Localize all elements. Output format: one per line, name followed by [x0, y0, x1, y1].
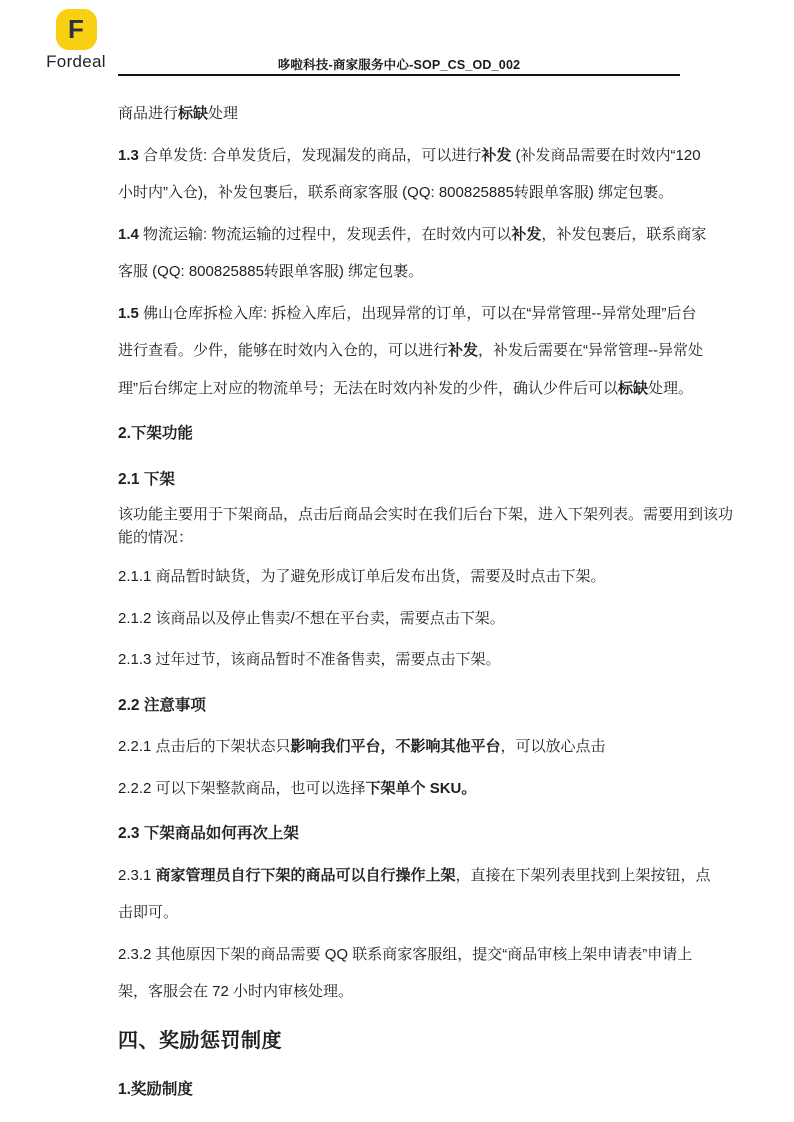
text-segment: 2.2.1 点击后的下架状态只: [118, 738, 291, 755]
bold-text-segment: 补发: [511, 225, 542, 243]
bold-text-segment: 影响我们平台，不影响其他平台: [290, 738, 501, 755]
section-heading: [118, 461, 766, 499]
section-heading: [118, 415, 766, 453]
text-line: [118, 370, 766, 408]
text-segment: 2.1.3 过年过节，该商品暂时不准备售卖，需要点击下架。: [118, 651, 501, 668]
bold-text-segment: 下架单个 SKU。: [365, 779, 477, 797]
text-segment: 能的情况：: [118, 529, 194, 546]
text-line: [118, 894, 766, 932]
text-segment: 进行查看。少件，能够在时效内入仓的，可以进行: [118, 342, 449, 359]
text-segment: ，直接在下架列表里找到上架按钮，点: [455, 866, 711, 884]
text-segment: 架，客服会在 72 小时内审核处理。: [118, 983, 354, 1000]
fordeal-logo: [42, 9, 110, 72]
text-line: [118, 857, 766, 895]
text-line: [118, 461, 766, 499]
text-segment: 该功能主要用于下架商品，点击后商品会实时在我们后台下架，进入下架列表。需要用到该功: [118, 506, 734, 523]
text-segment: 2.1.1 商品暂时缺货，为了避免形成订单后发布出货，需要及时点击下架。: [118, 568, 606, 585]
paragraph: [118, 558, 766, 596]
text-line: [118, 973, 766, 1011]
text-segment: (补发商品需要在时效内“120: [511, 146, 701, 164]
text-segment: 客服 (QQ: 800825885转跟单客服) 绑定包裹。: [118, 263, 424, 280]
bold-text-segment: 补发: [481, 146, 512, 164]
bold-text-segment: 商家管理员自行下架的商品可以自行操作上架: [155, 866, 456, 884]
text-segment: 理”后台绑定上对应的物流单号；无法在时效内补发的少件，确认少件后可以: [118, 379, 618, 397]
paragraph: [118, 295, 766, 408]
text-line: [118, 600, 766, 638]
text-line: [118, 526, 766, 549]
bold-text-segment: 1.3: [118, 146, 144, 164]
paragraph: [118, 770, 766, 808]
text-line: [118, 815, 766, 853]
paragraph: [118, 641, 766, 679]
text-line: [118, 770, 766, 808]
section-heading: [118, 687, 766, 725]
text-line: [118, 216, 766, 254]
section-heading: [118, 1019, 766, 1063]
text-segment: 合单发货: 合单发货后，发现漏发的商品，可以进行: [143, 146, 482, 164]
document-code-title: 哆啦科技-商家服务中心-SOP_CS_OD_002: [277, 58, 521, 72]
bold-text-segment: 2.1 下架: [118, 470, 175, 488]
bold-text-segment: 2.3 下架商品如何再次上架: [118, 825, 299, 842]
text-line: [118, 1071, 766, 1109]
bold-text-segment: 2.下架功能: [118, 425, 193, 442]
section-heading: [118, 1071, 766, 1109]
text-line: [118, 174, 766, 212]
bold-text-segment: 标缺: [178, 105, 209, 122]
section-heading: [118, 815, 766, 853]
text-line: [118, 558, 766, 596]
paragraph: [118, 728, 766, 766]
paragraph: [118, 503, 766, 549]
paragraph: [118, 857, 766, 932]
text-segment: 佛山仓库拆检入库: 拆检入库后，出现异常的订单，可以在“异常管理--异常处理”后台: [143, 304, 697, 322]
bold-text-segment: 标缺: [618, 379, 649, 397]
text-segment: 商品进行: [118, 105, 179, 122]
text-line: [118, 641, 766, 679]
fordeal-logo-icon: F: [56, 9, 97, 50]
document-body: [118, 95, 766, 1112]
text-segment: ，补发包裹后，联系商家: [541, 225, 707, 243]
text-line: [118, 936, 766, 974]
text-line: [118, 95, 766, 133]
paragraph: [118, 936, 766, 1011]
text-segment: 物流运输: 物流运输的过程中，发现丢件，在时效内可以: [143, 225, 512, 243]
text-line: [118, 1019, 766, 1063]
paragraph: [118, 137, 766, 212]
header-divider: [118, 74, 680, 76]
text-segment: 2.3.1: [118, 866, 156, 884]
paragraph: [118, 600, 766, 638]
text-segment: 2.2.2 可以下架整款商品，也可以选择: [118, 779, 366, 797]
text-line: [118, 253, 766, 291]
text-segment: ，可以放心点击: [500, 738, 606, 755]
bold-text-segment: 1.5: [118, 304, 144, 322]
bold-text-segment: 2.2 注意事项: [118, 696, 206, 714]
text-segment: 2.1.2 该商品以及停止售卖/不想在平台卖，需要点击下架。: [118, 609, 505, 627]
text-segment: 击即可。: [118, 904, 179, 921]
bold-text-segment: 1.奖励制度: [118, 1080, 193, 1098]
text-line: [118, 503, 766, 526]
bold-text-segment: 补发: [448, 342, 479, 359]
paragraph: [118, 95, 766, 133]
text-line: [118, 415, 766, 453]
bold-text-segment: 四、奖励惩罚制度: [118, 1029, 282, 1052]
paragraph: [118, 216, 766, 291]
text-segment: 处理。: [648, 379, 694, 397]
text-line: [118, 687, 766, 725]
text-line: [118, 728, 766, 766]
text-line: [118, 295, 766, 333]
text-segment: ，补发后需要在“异常管理--异常处: [478, 342, 704, 359]
bold-text-segment: 1.4: [118, 225, 144, 243]
text-segment: 处理: [208, 105, 239, 122]
fordeal-brand-text: Fordeal: [46, 52, 106, 71]
text-line: [118, 137, 766, 175]
text-segment: 2.3.2 其他原因下架的商品需要 QQ 联系商家客服组，提交“商品审核上架申请表”申请上: [118, 945, 693, 963]
text-line: [118, 332, 766, 370]
text-segment: 小时内”入仓)，补发包裹后，联系商家客服 (QQ: 800825885转跟单客服) 绑定包裹。: [118, 184, 674, 201]
